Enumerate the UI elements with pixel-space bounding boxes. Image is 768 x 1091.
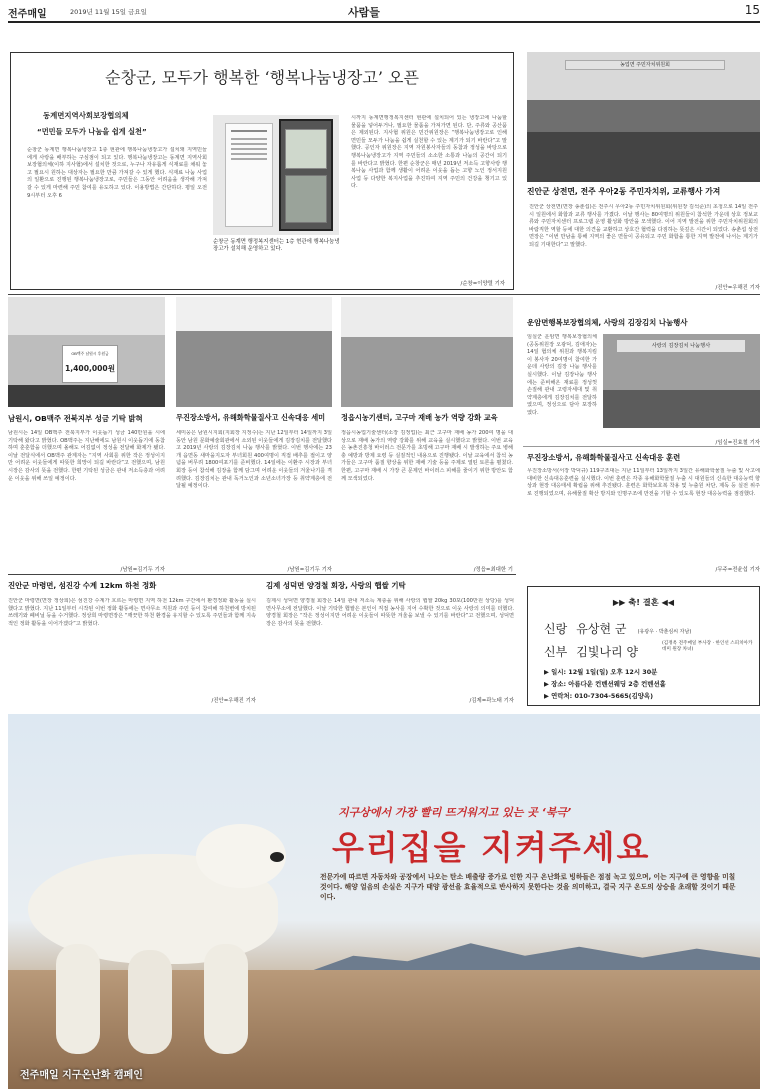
fire-body: 무진장소방서(서장 박덕규) 119구조대는 지난 11일부터 13일까지 3일간 유해화학물질 누출 및 사고에 대비한 신속대응훈련을 실시했다. 이번 훈련은 각종 유해화학물질 누출 시 대원들의 신속한 대응능력 향상과 현장 대응태세 확립을 위해 추진됐다. 훈련은 화학보호복 착용 및 누출원 차단, 제독 등 실전 위주로 진행되었으며, 유해물질 확산 방지와 인명구조에 만전을 기할 수 있도록 현장 대응능력을 점검했다.	[527, 468, 760, 497]
jeongeup-body: 정읍시농업기술센터(소장 김정업)는 최근 고구마 재배 농가 200여 명을 대상으로 재배 농가의 역량 강화를 위해 교육을 실시했다고 밝혔다. 이번 교육은 농촌진흥청 바이러스 전문가를 초빙해 고구마 재배 시 발생하는 주요 병해충 예방과 방제 요령 등 실질적인 내용으로 진행됐다. 이날 교육에서 참석 농가들은 고구마 품질 향상을 위한 재배 기술 등을 주제로 열띤 토론을 펼쳤다. 한편, 고구마 재배 시 가장 큰 문제인 바이러스 피해를 줄이기 위한 방안도 함께 모색되었다.	[341, 430, 513, 482]
wedding-contact: ▶ 연락처: 010-7304-5665(김양옥)	[544, 692, 654, 700]
lead-subtitle: “먼민들 모두가 나눔을 쉽게 실천”	[37, 127, 147, 136]
unam-body: 임실군 운암면 행복보장협의체(공동위원장 오광덕, 김애자)는 14일 협의체 위원과 행복지킴이 봉사자 20여명이 참여한 가운데 사랑의 김장 나눔 행사를 실시했다. 이날 김장나눔 행사에는 준비해온 재료를 정성껏 손질해 관내 고령자세대 및 취약계층에게 김장김치를 전달하였으며, 정성으로 담아 포장하였다.	[527, 334, 597, 416]
donation-amount: 1,400,000원	[64, 364, 116, 373]
bride-name: 김빛나리 양	[576, 645, 639, 659]
jeongeup-byline: /정읍=최대한 기	[473, 567, 513, 573]
namwon-photo	[8, 297, 165, 407]
muju-photo	[176, 297, 332, 407]
unam-photo-banner: 사랑의 김장김치 나눔행사	[617, 340, 745, 352]
ad-tagline: 지구상에서 가장 빨리 뜨거워지고 있는 곳 ‘북극’	[338, 806, 572, 819]
page-header	[8, 2, 760, 20]
lead-body-col1: 순창군 동계면 행복나눔냉장고 1층 현관에 행복나눔냉장고가 설치돼 지역민들에게 사랑을 배부하는 구심점이 되고 있다. 행복나눔냉장고는 동계면 지역사회보장협의체(이하 지사협)에서 설치한 것으로, 누구나 자유롭게 식재료를 채워 놓고 필요시 원하는 대상자는 필요한 만큼 가져갈 수 있게 했다. 식재료 나눔 사업의 일환으로 진행된 행복나눔냉장고로, 주민들은 그동안 어려움을 생각해 가져갈 수 있게 마련해 주민 참여를 유도하고 있다. 이용방법은 간단하다. 평일 오전 9시부터 오후 6	[27, 147, 207, 199]
namwon-byline: /남원=김기두 기자	[120, 567, 165, 573]
wedding-place: ▶ 장소: 아름다운 컨벤션웨딩 2층 컨벤션홀	[544, 680, 666, 688]
jinan2-title: 진안군 마령면, 섬진강 수계 12km 하천 정화	[8, 581, 157, 590]
right-top-byline: /진안=우해진 기자	[715, 285, 760, 291]
muju-title: 무진장소방서, 유해화학물질사고 신속대응 세미	[176, 413, 326, 422]
lead-photo-caption: 순창군 동계면 행정복지센터는 1층 현관에 행복나눔냉장고가 설치해 운영하고 있다.	[213, 239, 340, 253]
unam-byline: /임실=진효철 기자	[715, 440, 760, 446]
fridge-image	[279, 119, 333, 231]
gimje2-body: 김제시 성덕면 양경철 회장은 14일 관내 저소득 계층을 위해 사랑의 햅쌀 20kg 30포(100만원 상당)를 성덕면사무소에 전달했다. 이날 기탁한 햅쌀은 본인이 직접 농사를 지어 수확한 것으로 이웃 사랑의 의미를 더했다. 양경철 회장은 “작은 정성이지만 어려운 이웃들이 따뜻한 겨울을 보낼 수 있기를 바란다”고 전했으며, 성덕면장은 감사의 뜻을 전했다.	[266, 598, 514, 627]
ad-headline: 우리집을 지켜주세요	[332, 828, 651, 867]
lead-article	[10, 52, 514, 290]
groom-parents: (유광우 · 박춘심씨 자남)	[637, 629, 692, 635]
lead-kicker: 동계면지역사회보장협의체	[43, 111, 129, 120]
groom-name: 유상현 군	[576, 622, 627, 636]
groom-role: 신랑	[544, 622, 568, 636]
lead-title: 순창군, 모두가 행복한 ‘행복나눔냉장고’ 오픈	[105, 68, 419, 87]
photo-banner: 농업면 주민자치위원회	[565, 60, 725, 70]
jeongeup-title: 정읍시농기센터, 고구마 재배 농가 역량 강화 교육	[341, 413, 498, 422]
polar-bear-image	[8, 804, 308, 1054]
lead-photo	[213, 115, 339, 235]
jinan2-byline: /진안=우해진 기자	[211, 698, 256, 704]
wedding-heading: ▶▶ 축! 결혼 ◀◀	[612, 597, 675, 607]
muju-byline: /남원=김기두 기자	[287, 567, 332, 573]
group-photo-right-top	[527, 52, 760, 182]
wedding-box	[527, 586, 760, 706]
ad-body: 전문가에 따르면 자동차와 공장에서 나오는 탄소 배출량 증가로 인한 지구 온난화로 빙하들은 점점 녹고 있으며, 이는 지구에 큰 영향을 미칠 것이다. 해양 얼음의 손실은 지구가 태양 광선을 효율적으로 반사하지 못한다는 것을 의미하고, 결국 지구 온도의 상승을 초래할 것이기 때문이다.	[320, 873, 736, 901]
right-top-title: 진안군 상전면, 전주 우아2동 주민자치위, 교류행사 가져	[527, 187, 721, 196]
page-number: 15	[744, 3, 760, 17]
mountain-range	[308, 936, 760, 972]
gimje2-byline: /김제=곽노태 기자	[469, 698, 514, 704]
bride-parents: (김정옥 전주매일 부사장 · 한인선 스피치아카데미 원장 차녀)	[662, 641, 753, 653]
section-name: 사람들	[348, 6, 380, 19]
fire-byline: /무주=전윤섭 기자	[715, 567, 760, 573]
issue-date: 2019년 11월 15일 금요일	[70, 8, 147, 16]
namwon-body: 남원시는 14일 OB맥주 전북지부가 이웃돕기 성금 140만원을 시에 기탁해 왔다고 밝혔다. OB맥주는 지난해에도 남원시 이웃돕기에 동참하며 훈훈함을 더했으며 올해도 어김없이 정성을 전달해 화제가 됐다. 이날 전달식에서 OB맥주 관계자는 “지역 사회를 위한 작은 정성이지만 어려운 이웃들에게 따뜻한 희망이 되길 바란다”고 전했으며, 남원시장은 감사의 뜻을 전했다. 한편 기탁된 성금은 관내 저소득층과 어려운 이웃을 위해 쓰일 예정이다.	[8, 430, 165, 482]
muju-body: 세미웅은 남원시지회(지회장 지정수)는 지난 12일부터 14일까지 3일 동안 남원 문화예술회관에서 소외된 이웃들에게 김장김치를 전달했다고 2019년 사랑의 김장김치 나눔 행사를 밝혔다. 이번 행사에는 23개 읍면동 새마을지도자 부녀회원 400여명이 직접 배추를 절이고 양념을 버무려 1800여포기를 준비했다. 14일에는 이환주 시장과 부녀회장 등이 참석해 김장을 함께 담그며 어려운 이웃들의 겨울나기를 격려했다. 김장김치는 관내 독거노인과 소년소녀가장 등 취약계층에 전달될 예정이다.	[176, 430, 332, 490]
bride-role: 신부	[544, 645, 568, 659]
namwon-title: 남원시, OB맥주 전북지부 성금 기탁 밝혀	[8, 414, 143, 423]
right-top-body: 진안군 상전면(면장 송춘섭)은 전주시 우아2동 주민자치위원회(위원장 김석준)의 초청으로 14일 전주시 일원에서 화합과 교류 행사를 가졌다. 이날 행사는 80여명의 위원들이 참석한 가운데 상호 정보교류와 주민자치센터 프로그램 운영 활성화 방안을 모색했다. 이어 지역 발전을 위한 주민자치위원회의 바람직한 역할 등에 대한 의견을 교환하고 상호간 협력을 다짐하는 뜻깊은 시간이 되었다. 송춘섭 상전면장은 “이번 만남을 통해 지역의 좋은 면들이 공유되고 주민 화합을 통한 지역 발전에 나서는 계기가 되길 기대한다”고 말했다.	[529, 204, 758, 248]
ad-footer: 전주매일 지구온난화 캠페인	[20, 1070, 143, 1081]
jeongeup-photo	[341, 297, 513, 407]
notice-board	[225, 123, 273, 227]
paper-name: 전주매일	[8, 9, 47, 20]
donation-board-label: OB맥주 남원시 후원금	[71, 351, 109, 356]
unam-title: 운암면행복보장협의체, 사랑의 김장김치 나눔행사	[527, 318, 688, 327]
wedding-date: ▶ 일시: 12월 1일(일) 오후 12시 30분	[544, 668, 658, 676]
lead-byline: /순창=이양렬 기자	[460, 281, 505, 287]
climate-ad	[8, 714, 760, 1089]
gimje2-title: 김제 성덕면 양경철 회장, 사랑의 햅쌀 기탁	[266, 581, 406, 590]
jinan2-body: 진안군 마령면(면장 정상희)은 섬진강 수계가 흐르는 마령면 지역 하천 12km 구간에서 환경정화 활동을 실시했다고 밝혔다. 지난 11일부터 시작된 이번 정화 활동에는 면사무소 직원과 주민 등이 참여해 하천변에 방치된 쓰레기와 폐비닐 등을 수거했다. 정상희 마령면장은 “깨끗한 하천 환경을 유지할 수 있도록 주민들과 함께 지속적인 정화 활동을 이어가겠다”고 밝혔다.	[8, 598, 256, 627]
lead-body-col2: 시까지 동계면행정복지센터 현관에 설치되어 있는 냉장고에 나눔할 물품을 넣어두거나, 필요한 물품을 가져가면 된다. 단, 주류와 공산품은 제외된다. 지사협 위원은 민간위원장은 “행복나눔냉장고로 인해 면민들 모두가 나눔을 쉽게 실천할 수 있는 계기가 되기 바란다”고 말했다. 공인자 위원장은 지역 자원봉사자들의 동참과 정성을 바탕으로 행복나눔냉장고가 지역 주민들의 소소한 소통과 나눔의 공간이 되기를 바란다고 밝혔다. 한편 순창군은 매년 2019년 저소득 고향사랑 행복나눔 사업과 함께 생활이 어려운 이웃을 돕는 고향 노인 정서지원 사업 등 다양한 복지사업을 추진하여 지역 주민의 건강을 챙기고 있다.	[351, 115, 507, 190]
unam-photo	[603, 334, 760, 428]
fire-title: 무진장소방서, 유해화학물질사고 신속대응 훈련	[527, 453, 681, 462]
